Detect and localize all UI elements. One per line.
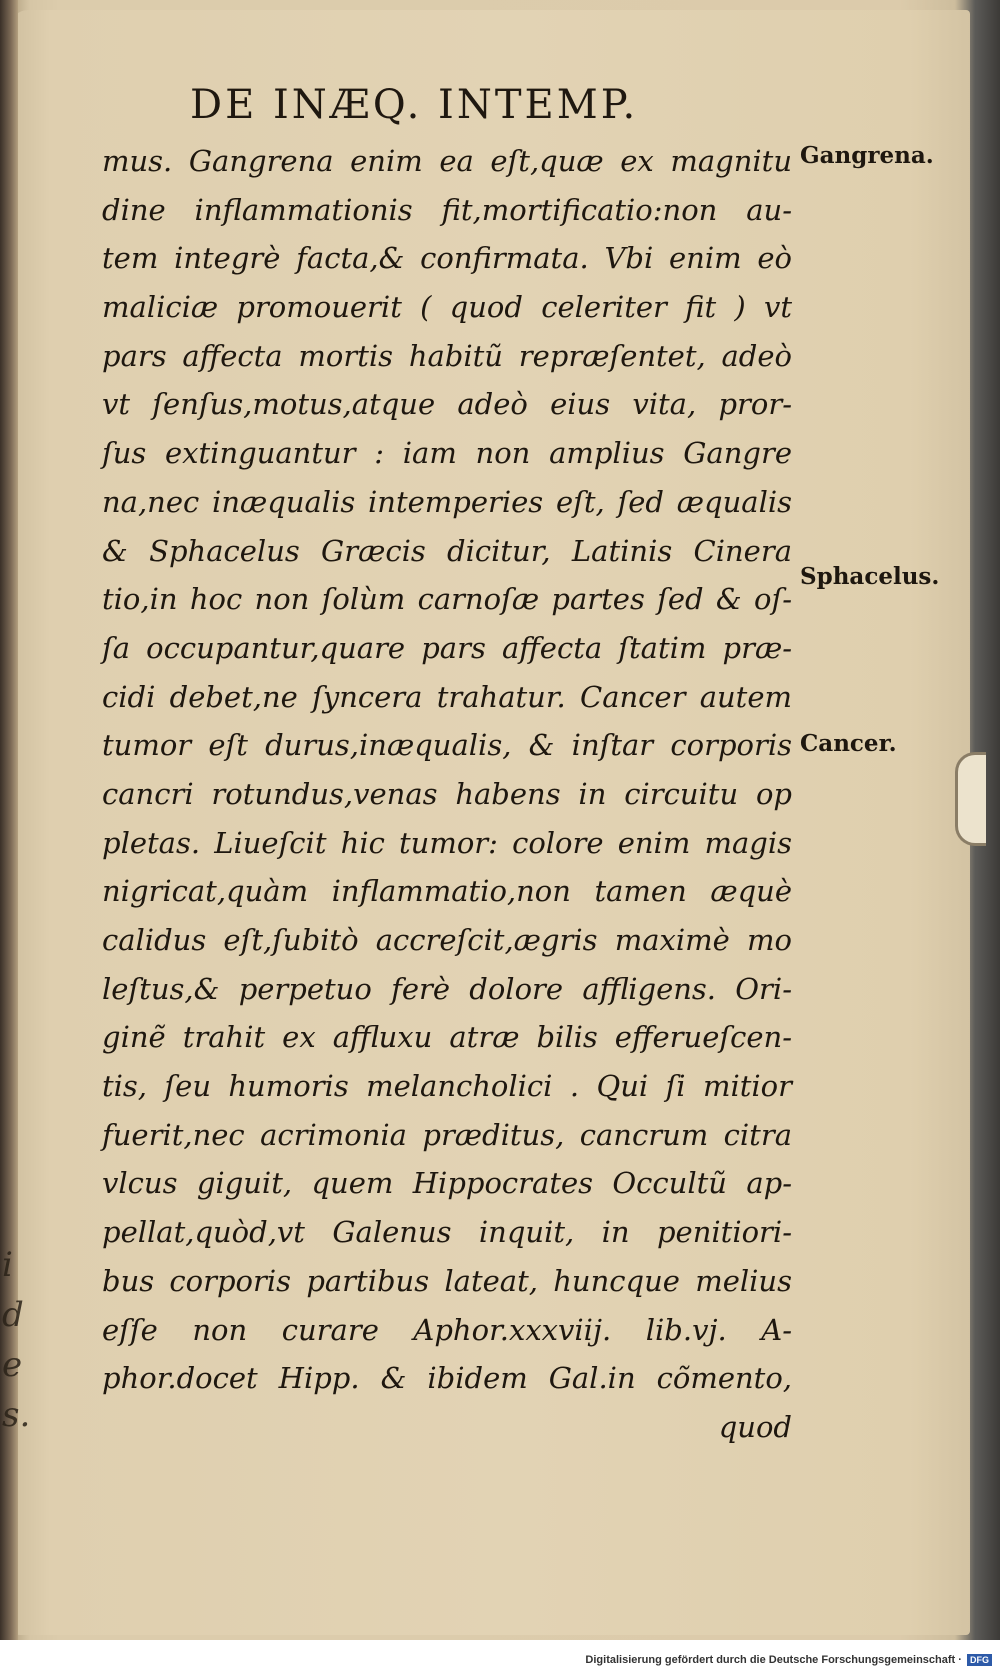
body-text	[102, 137, 792, 1452]
text-line: bus corporis partibus lateat, huncque melius	[102, 1263, 792, 1298]
text-line: maliciæ promouerit ( quod celeriter fit ) vt	[102, 290, 792, 325]
text-line: fuerit,nec acrimonia præditus, cancrum citra	[102, 1117, 792, 1152]
facing-page-bleed	[2, 1240, 31, 1500]
text-line: dine inflammationis fit,mortificatio:non au-	[102, 192, 792, 227]
digitization-credit	[585, 1654, 992, 1666]
text-line: pletas. Liueſcit hic tumor: colore enim magis	[102, 825, 792, 860]
text-line: leſtus,& perpetuo ferè dolore affligens. Ori-	[102, 971, 792, 1006]
text-line: tio,in hoc non ſolùm carnoſæ partes ſed & oſ-	[102, 582, 792, 617]
running-head: DE INÆQ. INTEMP.	[190, 82, 639, 128]
text-line: vlcus giguit, quem Hippocrates Occultũ ap-	[102, 1166, 792, 1201]
text-line: nigricat,quàm inflammatio,non tamen æquè	[102, 874, 792, 909]
text-line: na,nec inæqualis intemperies eſt, ſed æqualis	[102, 484, 792, 519]
text-line: pellat,quòd,vt Galenus inquit, in penitiori-	[102, 1215, 792, 1250]
text-line: tumor eſt durus,inæqualis, & inſtar corporis	[102, 728, 792, 763]
text-line: ſus extinguantur : iam non amplius Gangre	[102, 436, 792, 471]
bleed-char: s.	[2, 1395, 31, 1435]
text-line: mus. Gangrena enim ea eſt,quæ ex magnitu	[102, 144, 792, 178]
text-line: calidus eſt,ſubitò accreſcit,ægris maximè mo	[102, 923, 792, 957]
text-line: & Sphacelus Græcis dicitur, Latinis Cinera	[102, 533, 792, 568]
text-line: eſſe non curare Aphor.xxxviij. lib.vj. A-	[102, 1312, 792, 1347]
credit-text: Digitalisierung gefördert durch die Deutsche Forschungsgemeinschaft ·	[585, 1654, 962, 1666]
margin-note-sphacelus: Sphacelus.	[800, 563, 940, 590]
text-line: phor.docet Hipp. & ibidem Gal.in cõmento,	[102, 1361, 792, 1396]
catchword: quod	[718, 1409, 792, 1444]
text-line: tis, ſeu humoris melancholici . Qui ſi mitior	[102, 1069, 792, 1104]
dfg-logo: DFG	[967, 1654, 992, 1666]
margin-note-cancer: Cancer.	[800, 730, 897, 757]
text-line: pars affecta mortis habitũ repræſentet, adeò	[102, 338, 792, 373]
text-line: vt ſenſus,motus,atque adeò eius vita, pror-	[102, 387, 792, 422]
bleed-char: i	[2, 1245, 13, 1285]
text-line: cancri rotundus,venas habens in circuitu op	[102, 776, 792, 811]
bleed-char: d	[2, 1295, 24, 1335]
text-line: ſa occupantur,quare pars affecta ſtatim præ-	[102, 630, 792, 665]
page-edge-tab	[955, 752, 986, 846]
text-line: tem integrè facta,& confirmata. Vbi enim eò	[102, 241, 792, 276]
text-line: cidi debet,ne ſyncera trahatur. Cancer autem	[102, 679, 792, 714]
text-line: ginẽ trahit ex affluxu atræ bilis efferueſcen-	[102, 1020, 792, 1055]
margin-note-gangrena: Gangrena.	[800, 142, 934, 169]
bleed-char: e	[2, 1345, 23, 1385]
